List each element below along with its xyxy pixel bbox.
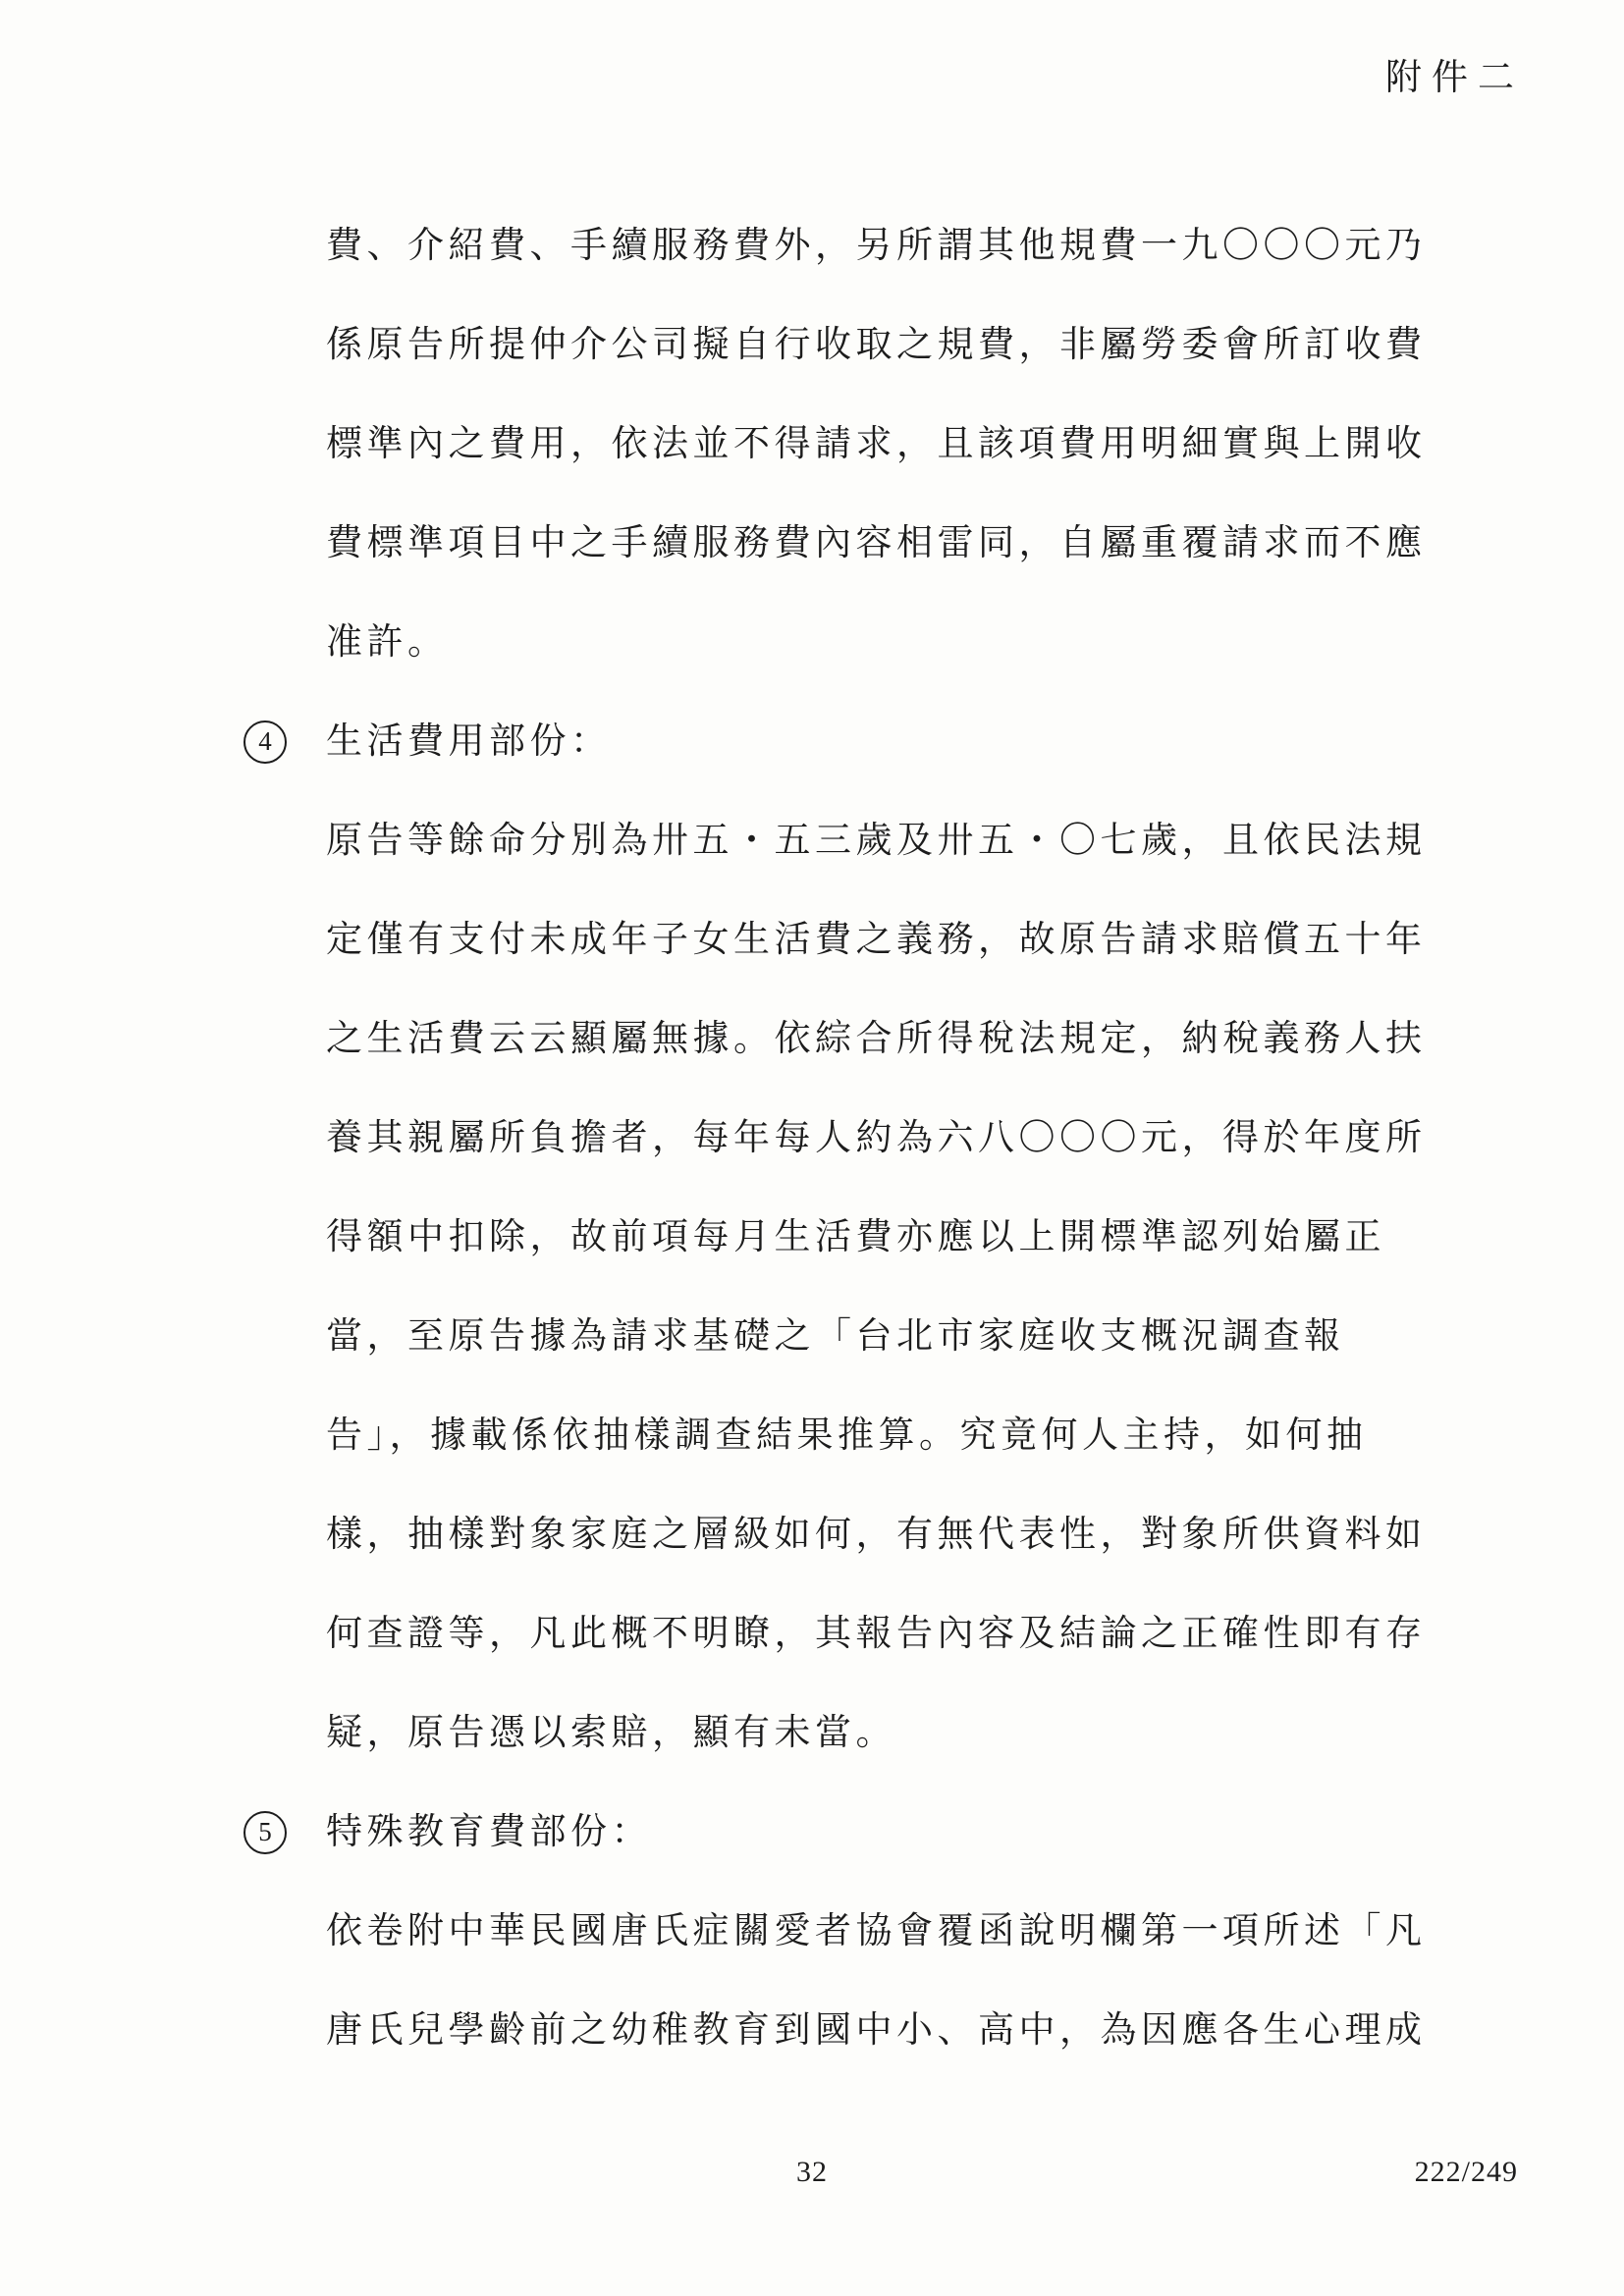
document-body xyxy=(258,196,1427,2080)
text-line: 當，至原告據為請求基礎之「台北市家庭收支概況調查報 xyxy=(326,1316,1345,1357)
text-line: 准許。 xyxy=(326,622,449,663)
list-item-5 xyxy=(258,1783,1427,2080)
text-line: 得額中扣除，故前項每月生活費亦應以上開標準認列始屬正 xyxy=(326,1217,1385,1257)
page-number: 32 xyxy=(796,2156,828,2188)
text-line: 費、介紹費、手續服務費外，另所謂其他規費一九〇〇〇元乃 xyxy=(326,226,1427,266)
text-line: 費標準項目中之手續服務費內容相雷同，自屬重覆請求而不應 xyxy=(326,523,1427,563)
text-line: 養其親屬所負擔者，每年每人約為六八〇〇〇元，得於年度所 xyxy=(326,1118,1427,1158)
circled-number-4-marker: 4 xyxy=(244,721,287,764)
text-line: 之生活費云云顯屬無據。依綜合所得稅法規定，納稅義務人扶 xyxy=(326,1019,1427,1059)
sheet-number: 222/249 xyxy=(1414,2156,1518,2188)
item-title: 生活費用部份： xyxy=(326,721,612,762)
item-title-line xyxy=(258,1783,1386,1882)
list-item-4 xyxy=(258,692,1427,1783)
attachment-label: 附件二 xyxy=(1385,58,1524,98)
text-line: 係原告所提仲介公司擬自行收取之規費，非屬勞委會所訂收費 xyxy=(326,325,1427,365)
circled-number-5-marker: 5 xyxy=(244,1811,287,1854)
text-line: 樣，抽樣對象家庭之層級如何，有無代表性，對象所供資料如 xyxy=(326,1515,1427,1555)
text-line: 告」，據載係依抽樣調查結果推算。究竟何人主持，如何抽 xyxy=(326,1415,1368,1456)
text-line: 唐氏兒學齡前之幼稚教育到國中小、高中，為因應各生心理成 xyxy=(326,2010,1427,2051)
text-line: 原告等餘命分別為卅五・五三歲及卅五・〇七歲，且依民法規 xyxy=(326,821,1427,861)
text-line: 何查證等，凡此概不明瞭，其報告內容及結論之正確性即有存 xyxy=(326,1614,1427,1654)
text-line: 依卷附中華民國唐氏症關愛者協會覆函說明欄第一項所述「凡 xyxy=(326,1911,1427,1951)
text-line: 疑，原告憑以索賠，顯有未當。 xyxy=(326,1713,896,1753)
text-line: 標準內之費用，依法並不得請求，且該項費用明細實與上開收 xyxy=(326,424,1427,464)
text-line: 定僅有支付未成年子女生活費之義務，故原告請求賠償五十年 xyxy=(326,920,1427,960)
paragraph-continuation xyxy=(326,196,1427,692)
item-title-line xyxy=(258,692,1386,791)
item-title: 特殊教育費部份： xyxy=(326,1812,652,1852)
